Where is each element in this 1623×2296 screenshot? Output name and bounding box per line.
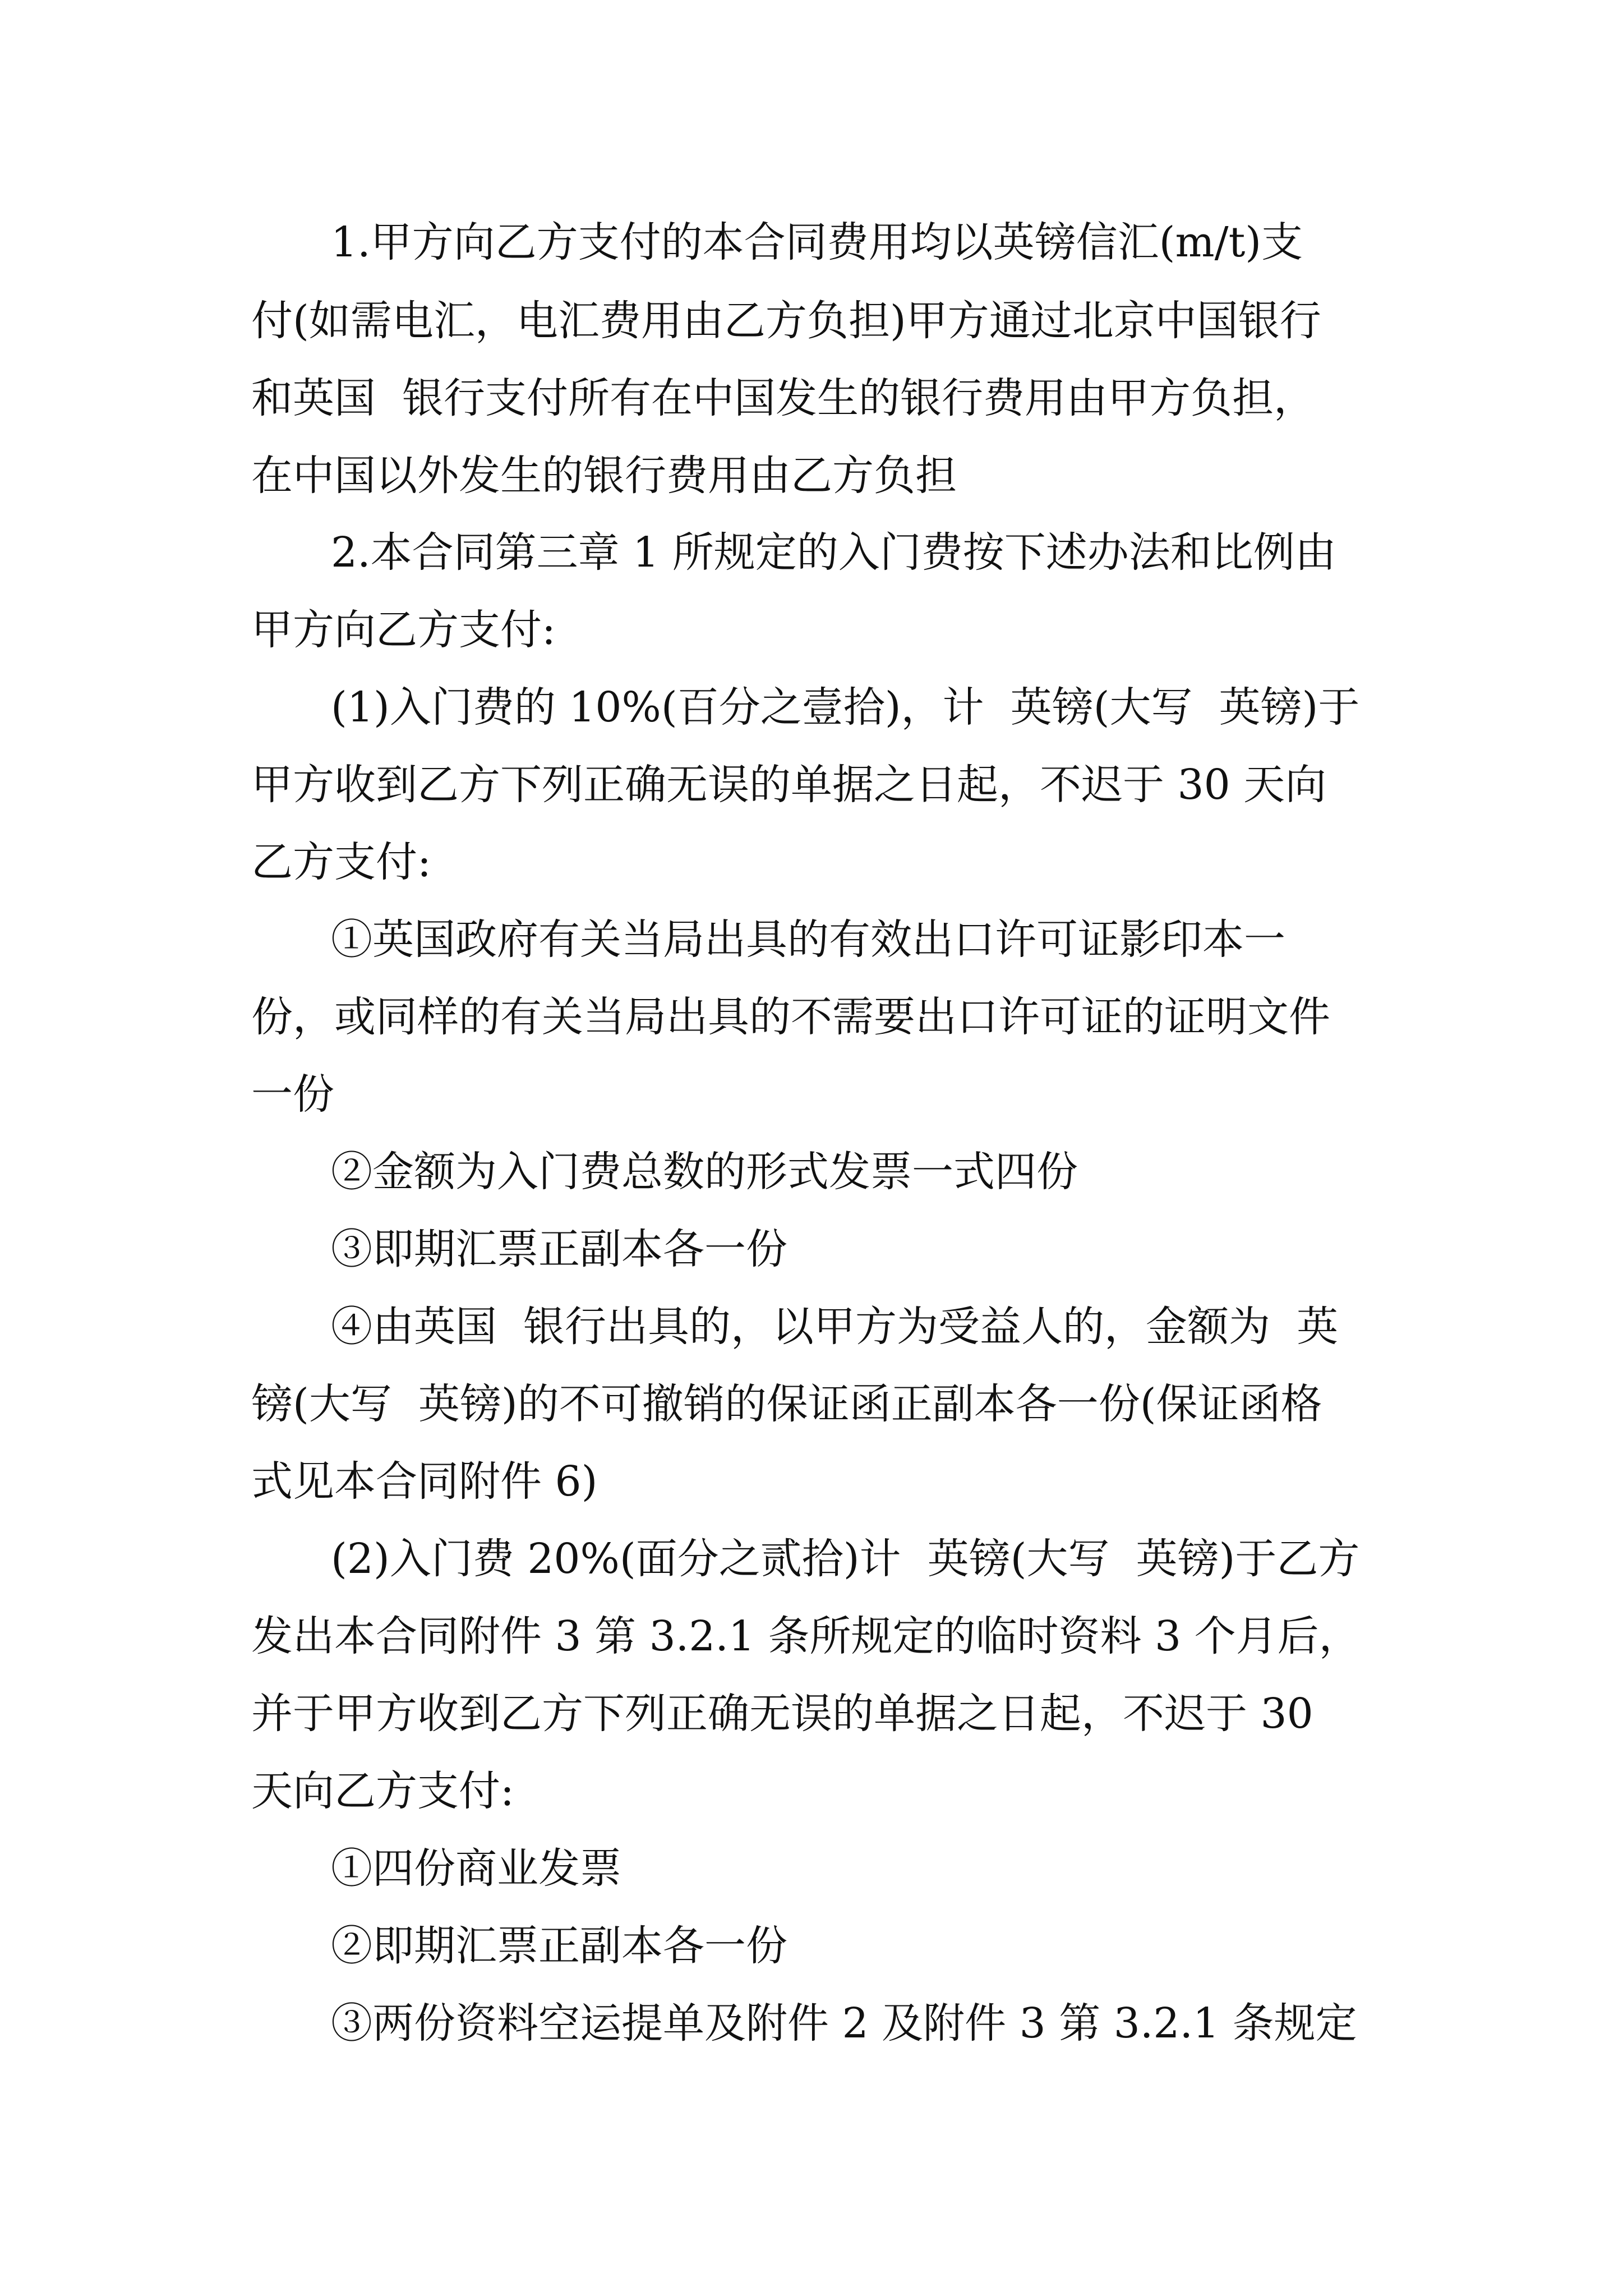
text-line: 并于甲方收到乙方下列正确无误的单据之日起，不迟于 30: [251, 1690, 1313, 1738]
text-line: 和英国 银行支付所有在中国发生的银行费用由甲方负担，: [251, 374, 1316, 422]
text-line: (1)入门费的 10%(百分之壹拾)，计 英镑(大写 英镑)于: [331, 683, 1360, 731]
text-line: 天向乙方支付:: [251, 1767, 514, 1815]
text-line: 甲方收到乙方下列正确无误的单据之日起，不迟于 30 天向: [251, 761, 1327, 809]
text-line: ④由英国 银行出具的，以甲方为受益人的，金额为 英: [331, 1303, 1339, 1351]
text-line: 1.甲方向乙方支付的本合同费用均以英镑信汇(m/t)支: [331, 218, 1303, 266]
text-line: ②金额为入门费总数的形式发票一式四份: [331, 1148, 1078, 1196]
text-line: 镑(大写 英镑)的不可撤销的保证函正副本各一份(保证函格: [251, 1380, 1322, 1428]
text-line: 发出本合同附件 3 第 3.2.1 条所规定的临时资料 3 个月后，: [251, 1612, 1361, 1660]
text-line: 乙方支付:: [251, 838, 431, 886]
text-line: (2)入门费 20%(面分之贰拾)计 英镑(大写 英镑)于乙方: [331, 1535, 1360, 1583]
text-line: 份，或同样的有关当局出具的不需要出口许可证的证明文件: [251, 993, 1330, 1041]
text-line: 在中国以外发生的银行费用由乙方负担: [251, 452, 957, 500]
text-line: 一份: [251, 1070, 334, 1119]
text-line: ①英国政府有关当局出具的有效出口许可证影印本一: [331, 915, 1285, 964]
text-line: ③两份资料空运提单及附件 2 及附件 3 第 3.2.1 条规定: [331, 1999, 1357, 2047]
text-line: 式见本合同附件 6): [251, 1457, 598, 1506]
text-line: ③即期汇票正副本各一份: [331, 1225, 787, 1273]
text-line: 付(如需电汇，电汇费用由乙方负担)甲方通过北京中国银行: [251, 297, 1321, 345]
text-line: 2.本合同第三章 1 所规定的入门费按下述办法和比例由: [331, 528, 1336, 577]
text-line: ②即期汇票正副本各一份: [331, 1922, 787, 1970]
text-line: 甲方向乙方支付:: [251, 606, 556, 654]
text-line: ①四份商业发票: [331, 1844, 621, 1893]
